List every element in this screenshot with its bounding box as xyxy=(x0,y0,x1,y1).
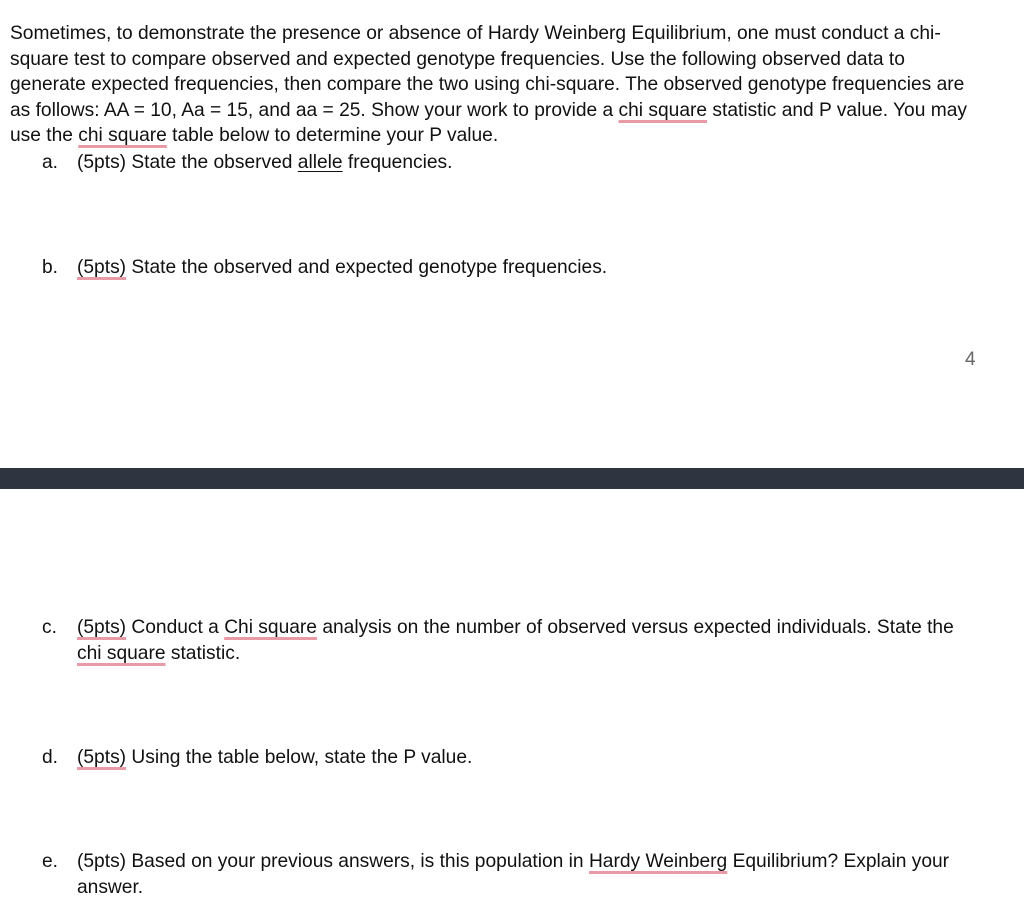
question-text: (5pts) State the observed and expected genotype frequencies. xyxy=(77,257,608,278)
question-letter: d. xyxy=(42,747,59,768)
question-letter: a. xyxy=(42,152,59,173)
question-text: (5pts) State the observed allele frequencies. xyxy=(77,152,453,173)
question-text: (5pts) Using the table below, state the P value. xyxy=(77,747,473,768)
spellcheck-word[interactable]: (5pts) xyxy=(77,617,127,638)
spellcheck-word[interactable]: chi square xyxy=(78,125,167,147)
page-separator xyxy=(0,468,1024,489)
question-letter: c. xyxy=(42,617,57,638)
intro-text: Sometimes, to demonstrate the presence or absence of Hardy Weinberg Equilibrium, one must conduct a chi-square test to compare observed and expected genotype frequencies. Use the following observed data to generate expected frequencies, then compare the two using chi-square. The observed genotype frequencies are as follows: AA = 10, Aa = 15, and aa = 25. Show your work to provide a xyxy=(10,23,965,121)
intro-text: statistic and P value. You may use the xyxy=(10,99,967,147)
spellcheck-word[interactable]: Hardy Weinberg xyxy=(588,851,728,872)
question-letter: e. xyxy=(42,851,59,872)
spellcheck-word[interactable]: Chi square xyxy=(224,617,317,638)
question-text: (5pts) Conduct a Chi square analysis on the number of observed versus expected individuals. State the chi square statistic. xyxy=(77,617,954,664)
question-letter: b. xyxy=(42,257,59,278)
intro-paragraph xyxy=(10,21,985,149)
spellcheck-word[interactable]: chi square xyxy=(618,99,708,121)
question-text: (5pts) Based on your previous answers, is this population in Hardy Weinberg Equilibrium? Explain your answer. xyxy=(77,851,950,898)
spellcheck-word[interactable]: (5pts) xyxy=(77,747,127,768)
spellcheck-word[interactable]: (5pts) xyxy=(77,257,127,278)
page-number: 4 xyxy=(965,349,976,370)
spellcheck-word[interactable]: chi square xyxy=(77,642,166,664)
underlined-word: allele xyxy=(297,152,343,173)
page-bottom xyxy=(0,489,1024,921)
intro-text: table below to determine your P value. xyxy=(166,125,499,147)
